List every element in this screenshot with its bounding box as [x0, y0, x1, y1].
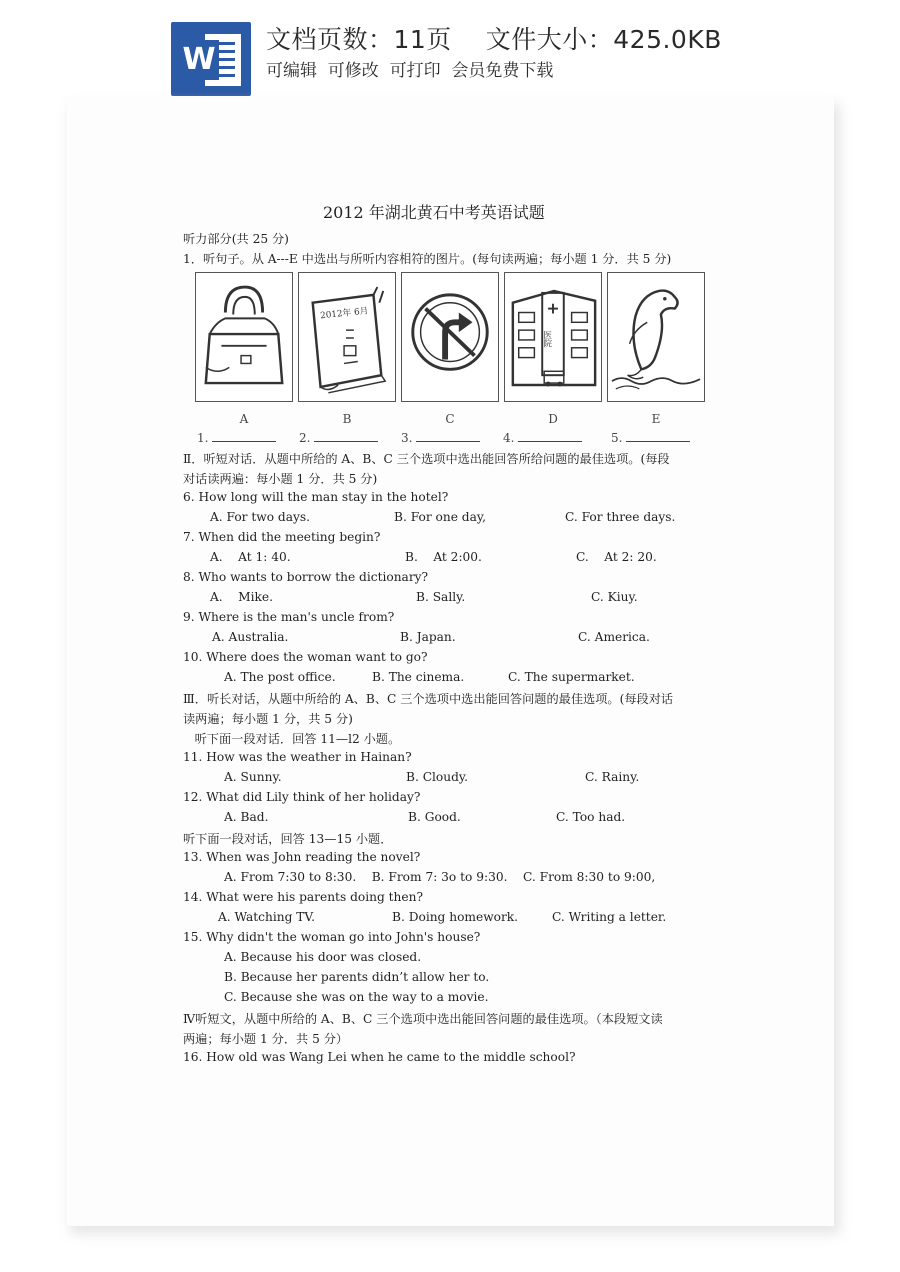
- option: C. Because she was on the way to a movie.: [224, 990, 489, 1004]
- option: B. Japan.: [400, 630, 456, 644]
- option: C. At 2: 20.: [576, 550, 657, 564]
- question-13: 13. When was John reading the novel?: [183, 850, 421, 864]
- option: B. The cinema.: [372, 670, 465, 684]
- section-2-instructions: Ⅱ．听短对话．从题中所给的 A、B、C 三个选项中选出能回答所给问题的最佳选项。(每段: [183, 452, 670, 466]
- dialogue-note: 听下面一段对话，回答 13—15 小题．: [183, 832, 393, 846]
- section-3-instructions: 读两遍；每小题 1 分，共 5 分): [183, 712, 353, 726]
- option: A. Watching TV.: [218, 910, 315, 924]
- option: C. The supermarket.: [508, 670, 635, 684]
- question-10: 10. Where does the woman want to go?: [183, 650, 428, 664]
- download-banner: [0, 0, 900, 96]
- option: A. At 1: 40.: [210, 550, 291, 564]
- answer-blank[interactable]: 3.: [401, 430, 480, 445]
- picture-label-c: C: [445, 412, 455, 426]
- option: A. Because his door was closed.: [224, 950, 422, 964]
- answer-blank[interactable]: 4.: [503, 430, 582, 445]
- option: B. Good.: [408, 810, 461, 824]
- option: A. The post office.: [224, 670, 336, 684]
- option: B. Cloudy.: [406, 770, 469, 784]
- option: A. Sunny.: [224, 770, 282, 784]
- banner-subtitle: 可编辑 可修改 可打印 会员免费下载: [266, 61, 554, 81]
- option: A. Mike.: [210, 590, 274, 604]
- question-11: 11. How was the weather in Hainan?: [183, 750, 412, 764]
- question-7: 7. When did the meeting begin?: [183, 530, 381, 544]
- hospital-caption: 医院: [541, 330, 552, 348]
- question-6: 6. How long will the man stay in the hotel?: [183, 490, 449, 504]
- option: B. Because her parents didn’t allow her to.: [224, 970, 490, 984]
- question-8: 8. Who wants to borrow the dictionary?: [183, 570, 429, 584]
- option: A. Bad.: [224, 810, 269, 824]
- option: C. Rainy.: [585, 770, 640, 784]
- section-heading: 听力部分(共 25 分): [183, 232, 289, 246]
- option: A. From 7:30 to 8:30. B. From 7: 3o to 9:30. C. From 8:30 to 9:00,: [224, 870, 656, 884]
- section-4-instructions: 两遍；每小题 1 分．共 5 分）: [183, 1032, 349, 1046]
- section-1-instructions: 1．听句子。从 A---E 中选出与所听内容相符的图片。(每句读两遍；每小题 1 分．共 5 分): [183, 252, 672, 266]
- option: A. For two days.: [210, 510, 310, 524]
- dialogue-note: 听下面一段对话．回答 11—l2 小题。: [183, 732, 401, 746]
- option: C. Kiuy.: [591, 590, 638, 604]
- hospital-icon: [504, 272, 602, 402]
- picture-label-b: B: [342, 412, 352, 426]
- picture-options: [193, 272, 708, 450]
- option: B. Sally.: [416, 590, 466, 604]
- question-15: 15. Why didn't the woman go into John's house?: [183, 930, 481, 944]
- answer-blank[interactable]: 2.: [299, 430, 378, 445]
- section-3-instructions: Ⅲ．听长对话，从题中所给的 A、B、C 三个选项中选出能回答问题的最佳选项。(每段对话: [183, 692, 674, 706]
- option: C. Writing a letter.: [552, 910, 667, 924]
- handbag-icon: [195, 272, 293, 402]
- calendar-icon: [298, 272, 396, 402]
- option: B. For one day,: [394, 510, 487, 524]
- question-16: 16. How old was Wang Lei when he came to the middle school?: [183, 1050, 576, 1064]
- no-right-turn-icon: [401, 272, 499, 402]
- section-2-instructions: 对话读两遍：每小题 1 分．共 5 分): [183, 472, 378, 486]
- option: C. Too had.: [556, 810, 626, 824]
- dolphin-icon: [607, 272, 705, 402]
- question-9: 9. Where is the man's uncle from?: [183, 610, 395, 624]
- doc-title: 2012 年湖北黄石中考英语试题: [323, 203, 545, 222]
- answer-blank[interactable]: 5.: [611, 430, 690, 445]
- picture-label-a: A: [239, 412, 249, 426]
- banner-title: 文档页数：11页 文件大小：425.0KB: [266, 25, 722, 54]
- option: C. America.: [578, 630, 650, 644]
- option: C. For three days.: [565, 510, 676, 524]
- option: B. Doing homework.: [392, 910, 519, 924]
- section-4-instructions: Ⅳ听短文，从题中所给的 A、B、C 三个选项中选出能回答问题的最佳选项。（本段短文读: [183, 1012, 663, 1026]
- question-12: 12. What did Lily think of her holiday?: [183, 790, 421, 804]
- option: A. Australia.: [212, 630, 289, 644]
- calendar-caption: 2012年 6月: [319, 306, 369, 322]
- option: B. At 2:00.: [405, 550, 482, 564]
- word-doc-icon: W: [171, 22, 251, 96]
- question-14: 14. What were his parents doing then?: [183, 890, 423, 904]
- answer-blank[interactable]: 1.: [197, 430, 276, 445]
- picture-label-d: D: [548, 412, 558, 426]
- picture-label-e: E: [651, 412, 661, 426]
